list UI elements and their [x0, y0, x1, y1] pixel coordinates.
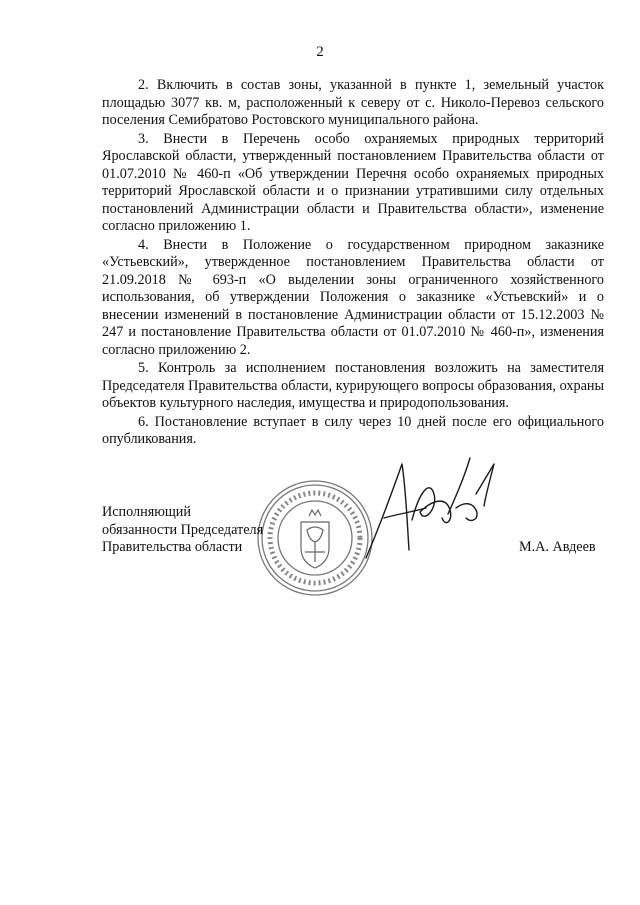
page-number: 2: [316, 44, 324, 60]
position-line: Правительства области: [102, 539, 243, 555]
paragraph-2: 2. Включить в состав зоны, указанной в пункте 1, земельный участок площадью 3077 кв. м, расположенный к северу от с. Николо-Перевоз сельского поселения Семибратово Ростовского муниципального района.: [102, 77, 604, 128]
position-line: обязанности Председателя: [102, 521, 264, 538]
signature-block: [0, 495, 640, 615]
document-body: [102, 77, 604, 450]
position-line: Исполняющий: [102, 504, 191, 520]
signatory-position: [102, 504, 263, 557]
handwritten-signature: [360, 450, 500, 565]
paragraph-6: 6. Постановление вступает в силу через 10 дней после его официального опубликования.: [102, 413, 604, 447]
paragraph-5: 5. Контроль за исполнением постановления возложить на заместителя Председателя Правительства области, курирующего вопросы образования, охраны объектов культурного наследия, имущества и природопользования.: [102, 360, 604, 411]
paragraph-3: 3. Внести в Перечень особо охраняемых природных территорий Ярославской области, утвержденный постановлением Правительства области от 01.07.2010 № 460-п «Об утверждении Перечня особо охраняемых природных территорий Ярославской области и о признании утратившими силу отдельных постановлений Администрации области и Правительства области», изменение согласно приложению 1.: [102, 130, 604, 234]
paragraph-4: 4. Внести в Положение о государственном природном заказнике «Устьевский», утвержденное постановлением Правительства области от 21.09.2018 № 693-п «О выделении зоны ограниченного хозяйственного использования, об утверждении Положения о заказнике «Устьевский» и о внесении изменений в постановление Администрации области от 15.12.2003 № 247 и постановление Правительства области от 01.07.2010 № 460-п», изменения согласно приложению 2.: [102, 236, 604, 358]
signatory-name: М.А. Авдеев: [519, 539, 596, 555]
official-seal-icon: [255, 478, 375, 598]
